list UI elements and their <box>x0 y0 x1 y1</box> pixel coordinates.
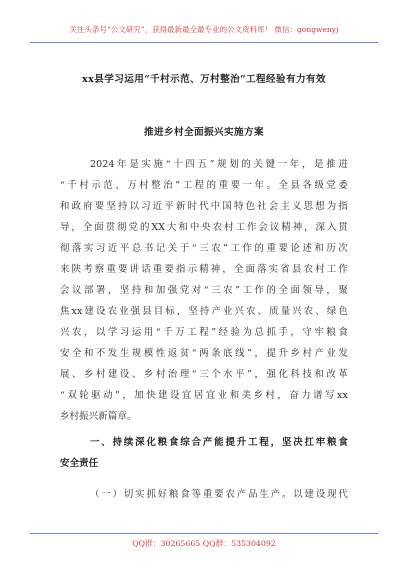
paragraph-line: “双轮驱动”，加快建设宜居宜业和美乡村，奋力谱写xx <box>60 390 348 401</box>
document-title-line-2: 推进乡村全面振兴实施方案 <box>144 127 264 138</box>
paragraph-line: 兴农，以学习运用“千万工程”经验为总抓手，守牢粮食 <box>60 327 348 338</box>
paragraph-line: 会议部署，坚持和加强党对“三农”工作的全面领导，聚 <box>60 285 348 296</box>
footer-qq-groups: QQ群：30265665 QQ群：535304092 <box>132 539 276 548</box>
paragraph-line: 2024年是实施“十四五”规划的关键一年，是推进 <box>90 159 348 170</box>
footer-divider <box>30 533 378 534</box>
section-heading-line-2: 安全责任 <box>60 458 99 469</box>
paragraph-line: 导，全面贯彻党的XX大和中央农村工作会议精神，深入贯 <box>60 222 348 233</box>
section-heading-line-1: 一、持续深化粮食综合产能提升工程，坚决扛牢粮食 <box>90 437 348 448</box>
paragraph-line: 和政府要坚持以习近平新时代中国特色社会主义思想为指 <box>60 201 348 212</box>
paragraph-line: 展、乡村建设、乡村治理“三个水平”，强化科技和改革 <box>60 369 348 380</box>
paragraph-line: 彻落实习近平总书记关于“三农”工作的重要论述和历次 <box>60 243 348 254</box>
paragraph-line: 安全和不发生规模性返贫“两条底线”，提升乡村产业发 <box>60 348 348 359</box>
subsection-line: （一）切实抓好粮食等重要农产品生产。以建设现代 <box>90 489 348 500</box>
document-title-line-1: xx县学习运用“千村示范、万村整治”工程经验有力有效 <box>82 74 326 85</box>
paragraph-line: “千村示范、万村整治”工程的重要一年。全县各级党委 <box>60 180 348 191</box>
header-promo-text: 关注头条号“公文研究”，获得最新最全最专业的公文资料库！ 微信：gongwenyj <box>69 25 339 34</box>
paragraph-line: 来陕考察重要讲话重要指示精神，全面落实省县农村工作 <box>60 264 348 275</box>
page-header <box>30 22 378 43</box>
paragraph-line: 焦xx建设农业强县目标，坚持产业兴农、质量兴农、绿色 <box>60 306 348 317</box>
paragraph-line: 乡村振兴新篇章。 <box>60 411 137 422</box>
